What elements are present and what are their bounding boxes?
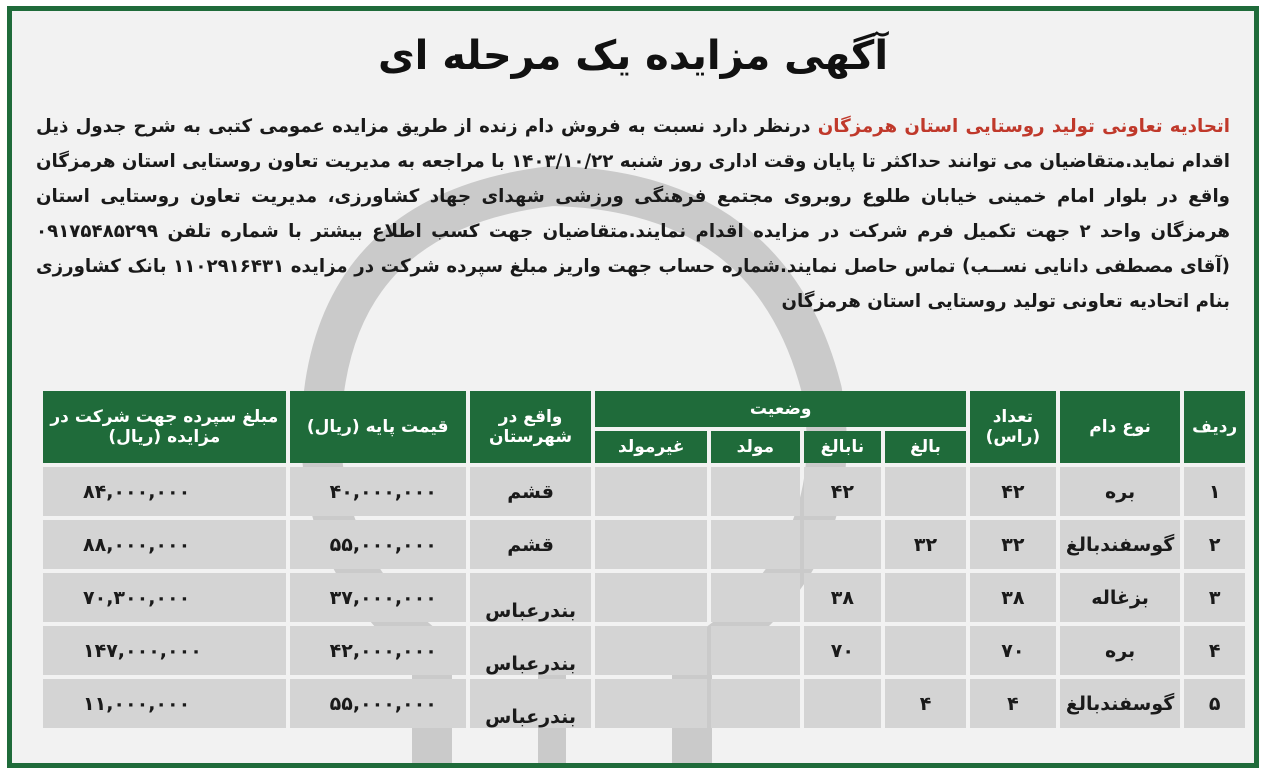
- cell-immature: ۷۰: [804, 626, 882, 675]
- cell-count: ۳۸: [970, 573, 1056, 622]
- cell-adult: [885, 573, 966, 622]
- cell-row-number: ۱: [1184, 467, 1245, 516]
- cell-livestock-type: بره: [1060, 626, 1180, 675]
- cell-adult: [885, 626, 966, 675]
- table-row: [43, 573, 1245, 622]
- cell-deposit: ۱۴۷,۰۰۰,۰۰۰: [43, 626, 286, 675]
- table-row: [43, 626, 1245, 675]
- cell-deposit: ۸۴,۰۰۰,۰۰۰: [43, 467, 286, 516]
- auction-table: [39, 387, 1249, 732]
- cell-adult: ۴: [885, 679, 966, 728]
- cell-breeding: [711, 679, 800, 728]
- cell-base-price: ۴۲,۰۰۰,۰۰۰: [290, 626, 466, 675]
- header-adult: بالغ: [885, 431, 966, 463]
- cell-non-breeding: [595, 520, 707, 569]
- cell-immature: [804, 520, 882, 569]
- cell-immature: ۳۸: [804, 573, 882, 622]
- cell-non-breeding: [595, 573, 707, 622]
- table-row: [43, 467, 1245, 516]
- cell-base-price: ۵۵,۰۰۰,۰۰۰: [290, 520, 466, 569]
- notice-frame: [7, 6, 1259, 768]
- cell-livestock-type: گوسفندبالغ: [1060, 679, 1180, 728]
- notice-body: [36, 109, 1230, 319]
- cell-count: ۷۰: [970, 626, 1056, 675]
- cell-location: بندرعباس: [470, 573, 592, 622]
- cell-count: ۴۲: [970, 467, 1056, 516]
- cell-count: ۳۲: [970, 520, 1056, 569]
- cell-immature: [804, 679, 882, 728]
- cell-location: قشم: [470, 467, 592, 516]
- table-row: [43, 679, 1245, 728]
- cell-livestock-type: بره: [1060, 467, 1180, 516]
- cell-non-breeding: [595, 467, 707, 516]
- cell-location: قشم: [470, 520, 592, 569]
- cell-row-number: ۳: [1184, 573, 1245, 622]
- header-base-price: قیمت پایه (ریال): [290, 391, 466, 463]
- cell-deposit: ۷۰,۳۰۰,۰۰۰: [43, 573, 286, 622]
- header-location: واقع در شهرستان: [470, 391, 592, 463]
- cell-count: ۴: [970, 679, 1056, 728]
- header-immature: نابالغ: [804, 431, 882, 463]
- cell-base-price: ۴۰,۰۰۰,۰۰۰: [290, 467, 466, 516]
- cell-location: بندرعباس: [470, 626, 592, 675]
- cell-breeding: [711, 467, 800, 516]
- cell-row-number: ۲: [1184, 520, 1245, 569]
- cell-immature: ۴۲: [804, 467, 882, 516]
- cell-livestock-type: گوسفندبالغ: [1060, 520, 1180, 569]
- cell-breeding: [711, 520, 800, 569]
- cell-location: بندرعباس: [470, 679, 592, 728]
- cell-deposit: ۸۸,۰۰۰,۰۰۰: [43, 520, 286, 569]
- cell-base-price: ۳۷,۰۰۰,۰۰۰: [290, 573, 466, 622]
- header-non-breeding: غیرمولد: [595, 431, 707, 463]
- table-row: [43, 520, 1245, 569]
- header-row-number: ردیف: [1184, 391, 1245, 463]
- notice-title: آگهی مزایده یک مرحله ای: [377, 33, 889, 79]
- cell-base-price: ۵۵,۰۰۰,۰۰۰: [290, 679, 466, 728]
- cell-adult: [885, 467, 966, 516]
- cell-row-number: ۴: [1184, 626, 1245, 675]
- header-deposit: مبلغ سپرده جهت شرکت در مزایده (ریال): [43, 391, 286, 463]
- notice-text: درنظر دارد نسبت به فروش دام زنده از طریق مزایده عمومی کتبی به شرح جدول ذیل اقدام نماید.متقاضیان می توانند حداکثر تا پایان وقت اداری روز شنبه ۱۴۰۳/۱۰/۲۲ با مراجعه به مدیریت تعاون روستایی استان هرمزگان واقع در بلوار امام خمینی خیابان طلوع روبروی مجتمع فرهنگی ورزشی شهدای جهاد کشاورزی، مدیریت تعاون روستایی استان هرمزگان واحد ۲ جهت تکمیل فرم شرکت در مزایده اقدام نمایند.متقاضیان جهت کسب اطلاع بیشتر با شماره تلفن ۰۹۱۷۵۴۸۵۲۹۹ (آقای مصطفی دانایی نســب) تماس حاصل نمایند.شماره حساب جهت واریز مبلغ سپرده شرکت در مزایده ۱۱۰۲۹۱۶۴۳۱ بانک کشاورزی بنام اتحادیه تعاونی تولید روستایی استان هرمزگان: [36, 116, 1230, 312]
- cell-deposit: ۱۱,۰۰۰,۰۰۰: [43, 679, 286, 728]
- cell-non-breeding: [595, 679, 707, 728]
- cell-livestock-type: بزغاله: [1060, 573, 1180, 622]
- header-livestock-type: نوع دام: [1060, 391, 1180, 463]
- cell-row-number: ۵: [1184, 679, 1245, 728]
- cell-adult: ۳۲: [885, 520, 966, 569]
- organization-name: اتحادیه تعاونی تولید روستایی استان هرمزگان: [817, 116, 1230, 137]
- cell-breeding: [711, 626, 800, 675]
- header-status: وضعیت: [595, 391, 965, 427]
- cell-breeding: [711, 573, 800, 622]
- header-count: تعداد (راس): [970, 391, 1056, 463]
- header-breeding: مولد: [711, 431, 800, 463]
- cell-non-breeding: [595, 626, 707, 675]
